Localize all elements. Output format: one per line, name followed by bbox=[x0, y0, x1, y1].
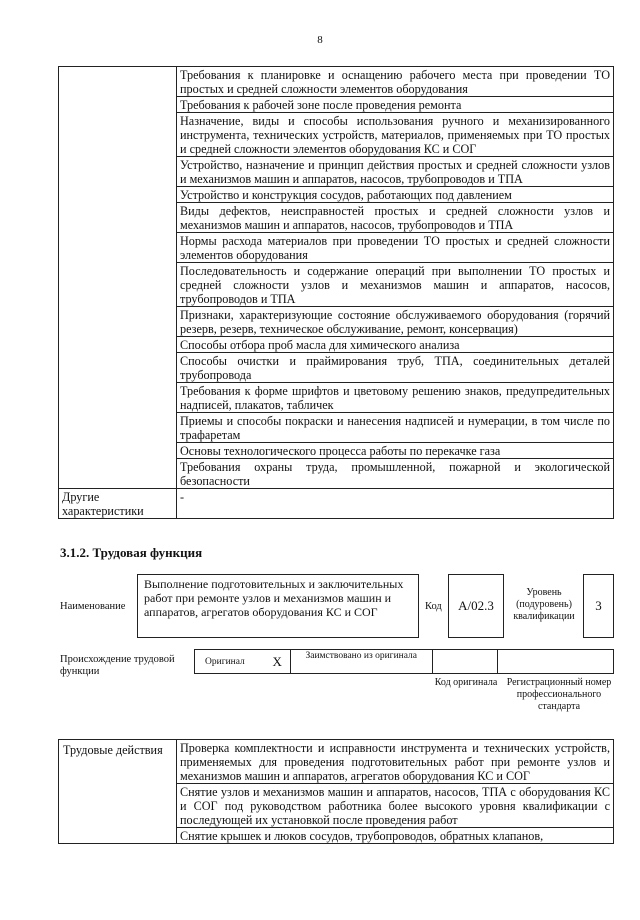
knowledge-item: Последовательность и содержание операций при выполнении ТО простых и средней сложности узлов и механизмов машин и аппаратов, насосов, трубопроводов и ТПА bbox=[177, 263, 614, 307]
knowledge-item: Устройство и конструкция сосудов, работающих под давлением bbox=[177, 187, 614, 203]
table-row bbox=[59, 67, 614, 97]
origin-label: Происхождение трудовой функции bbox=[60, 654, 175, 677]
origin-code-cell bbox=[432, 650, 498, 674]
section-heading: 3.1.2. Трудовая функция bbox=[60, 545, 203, 560]
borrowed-label: Заимствовано из оригинала bbox=[290, 650, 432, 674]
registration-number-cell bbox=[498, 650, 614, 674]
action-item: Снятие крышек и люков сосудов, трубопроводов, обратных клапанов, bbox=[177, 828, 614, 844]
table-row bbox=[59, 740, 614, 784]
knowledge-item: Способы отбора проб масла для химического анализа bbox=[177, 337, 614, 353]
knowledge-item: Основы технологического процесса работы по перекачке газа bbox=[177, 443, 614, 459]
name-label: Наименование bbox=[60, 601, 126, 612]
action-item: Проверка комплектности и исправности инструмента и технических устройств, применяемых для проведения подготовительных работ при ремонте узлов и механизмов машин и аппаратов, агрегатов оборудования КС и СОГ bbox=[177, 740, 614, 784]
table-row bbox=[59, 489, 614, 519]
action-item: Снятие узлов и механизмов машин и аппаратов, насосов, ТПА с оборудования КС и СОГ под руководством работника более высокого уровня квалификации с последующей их установкой после проведения работ bbox=[177, 784, 614, 828]
knowledge-item: Требования к форме шрифтов и цветовому решению знаков, предупредительных надписей, плакатов, табличек bbox=[177, 383, 614, 413]
original-label: Оригинал bbox=[195, 650, 265, 674]
knowledge-item: Требования к рабочей зоне после проведения ремонта bbox=[177, 97, 614, 113]
knowledge-item: Признаки, характеризующие состояние обслуживаемого оборудования (горячий резерв, резерв, техническое обслуживание, ремонт, консервация) bbox=[177, 307, 614, 337]
actions-label: Трудовые действия bbox=[59, 740, 177, 844]
knowledge-item: Нормы расхода материалов при проведении ТО простых и средней сложности элементов оборудования bbox=[177, 233, 614, 263]
level-value-box: 3 bbox=[583, 574, 614, 638]
knowledge-label-cell bbox=[59, 67, 177, 489]
code-label: Код bbox=[425, 601, 442, 612]
other-characteristics-label: Другие характеристики bbox=[59, 489, 177, 519]
function-code-box: А/02.3 bbox=[448, 574, 504, 638]
knowledge-item: Приемы и способы покраски и нанесения надписей и нумерации, в том числе по трафаретам bbox=[177, 413, 614, 443]
function-name-box: Выполнение подготовительных и заключительных работ при ремонте узлов и механизмов машин и аппаратов, агрегатов оборудования КС и СОГ bbox=[137, 574, 419, 638]
knowledge-item: Устройство, назначение и принцип действия простых и средней сложности узлов и механизмов машин и аппаратов, насосов, трубопроводов и ТПА bbox=[177, 157, 614, 187]
knowledge-item: Виды дефектов, неисправностей простых и средней сложности узлов и механизмов машин и аппаратов, насосов, трубопроводов и ТПА bbox=[177, 203, 614, 233]
knowledge-item: Требования к планировке и оснащению рабочего места при проведении ТО простых и средней сложности элементов оборудования bbox=[177, 67, 614, 97]
original-mark: X bbox=[264, 650, 290, 674]
table-row bbox=[195, 650, 614, 674]
actions-table bbox=[58, 739, 614, 844]
reg-caption: Регистрационный номер профессионального стандарта bbox=[506, 677, 612, 712]
knowledge-table bbox=[58, 66, 614, 519]
origin-table bbox=[194, 649, 614, 674]
code-caption: Код оригинала bbox=[434, 677, 498, 688]
level-label: Уровень (подуровень) квалификации bbox=[513, 587, 575, 622]
knowledge-item: Способы очистки и праймирования труб, ТПА, соединительных деталей трубопровода bbox=[177, 353, 614, 383]
knowledge-item: Требования охраны труда, промышленной, пожарной и экологической безопасности bbox=[177, 459, 614, 489]
other-characteristics-value: - bbox=[177, 489, 614, 519]
page-number: 8 bbox=[317, 34, 323, 46]
knowledge-item: Назначение, виды и способы использования ручного и механизированного инструмента, технических устройств, материалов, применяемых при ТО простых и средней сложности элементов оборудования КС и СОГ bbox=[177, 113, 614, 157]
